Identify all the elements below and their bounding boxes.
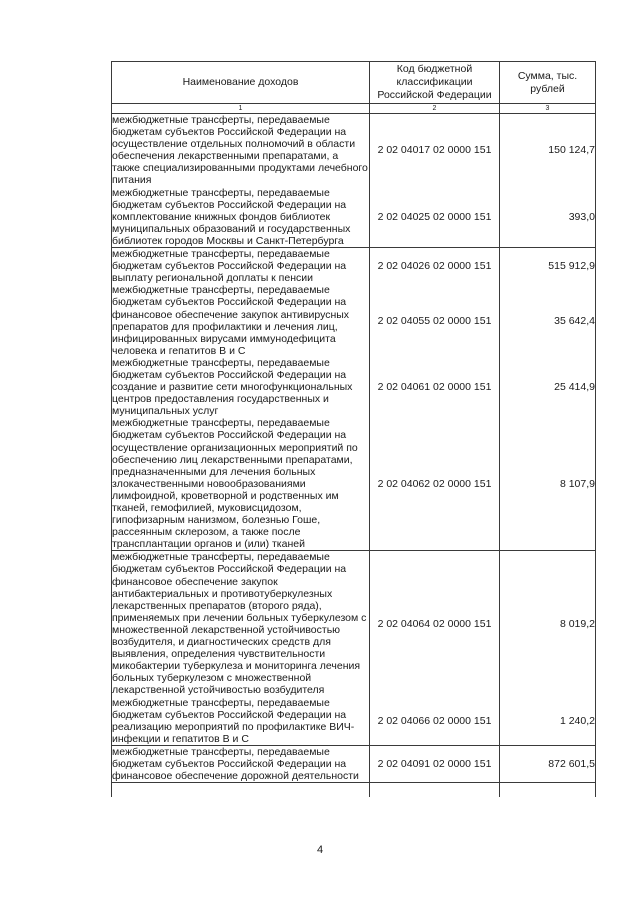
table-row [112,697,596,746]
table-row [112,551,596,697]
table-row [112,187,596,248]
income-name: межбюджетные трансферты, передаваемые бюджетам субъектов Российской Федерации на комплектование книжных фондов библиотек муниципальных образований и государственных библиотек городов Москвы и Санкт-Петербурга [112,187,370,248]
page-number: 4 [316,844,324,856]
budget-code: 2 02 04055 02 0000 151 [370,284,500,357]
budget-code: 2 02 04025 02 0000 151 [370,187,500,248]
sum-value: 25 414,9 [500,357,596,417]
column-number-1: 1 [112,104,370,114]
budget-income-table [111,61,596,797]
column-number-2: 2 [370,104,500,114]
budget-code: 2 02 04026 02 0000 151 [370,248,500,285]
income-name: межбюджетные трансферты, передаваемые бюджетам субъектов Российской Федерации на реализацию мероприятий по профилактике ВИЧ-инфекции и гепатитов В и С [112,697,370,746]
header-income-name: Наименование доходов [112,62,370,104]
income-name: межбюджетные трансферты, передаваемые бюджетам субъектов Российской Федерации на создание и развитие сети многофункциональных центров предоставления государственных и муниципальных услуг [112,357,370,417]
sum-value: 8 019,2 [500,551,596,697]
budget-code: 2 02 04017 02 0000 151 [370,114,500,187]
table-row [112,284,596,357]
sum-value: 150 124,7 [500,114,596,187]
budget-code: 2 02 04064 02 0000 151 [370,551,500,697]
sum-value: 8 107,9 [500,417,596,551]
table-row [112,417,596,551]
table-row [112,248,596,285]
income-name: межбюджетные трансферты, передаваемые бюджетам субъектов Российской Федерации на выплату региональной доплаты к пенсии [112,248,370,285]
income-name: межбюджетные трансферты, передаваемые бюджетам субъектов Российской Федерации на осуществление отдельных полномочий в области обеспечения лекарственными препаратами, а также специализированными продуктами лечебного питания [112,114,368,187]
budget-code: 2 02 04061 02 0000 151 [370,357,500,417]
sum-value: 393,0 [500,187,596,248]
income-name: межбюджетные трансферты, передаваемые бюджетам субъектов Российской Федерации на финансовое обеспечение дорожной деятельности [112,745,370,782]
sum-value: 35 642,4 [500,284,596,357]
income-name: межбюджетные трансферты, передаваемые бюджетам субъектов Российской Федерации на осуществление организационных мероприятий по обеспечению лиц лекарственными препаратами, предназначенными для лечения больных злокачественными новообразованиями лимфоидной, кроветворной и родственных им тканей, гемофилией, муковисцидозом, гипофизарным нанизмом, болезнью Гоше, рассеянным склерозом, а также после трансплантации органов и (или) тканей [112,417,370,551]
sum-value: 515 912,9 [500,248,596,285]
table-row [112,745,596,782]
header-budget-code: Код бюджетной классификации Российской Федерации [370,62,500,104]
table-row [112,114,596,187]
sum-value: 872 601,5 [500,745,596,782]
header-sum: Сумма, тыс. рублей [500,62,596,104]
table-continuation-row [112,783,596,798]
budget-code: 2 02 04062 02 0000 151 [370,417,500,551]
income-name: межбюджетные трансферты, передаваемые бюджетам субъектов Российской Федерации на финансовое обеспечение закупок антибактериальных и противотуберкулезных лекарственных препаратов (второго ряда), применяемых при лечении больных туберкулезом с множественной лекарственной устойчивостью возбудителя, и диагностических средств для выявления, определения чувствительности микобактерии туберкулеза и мониторинга лечения больных туберкулезом с множественной лекарственной устойчивостью возбудителя [112,551,370,697]
table-body [112,114,596,798]
column-number-3: 3 [500,104,596,114]
table-header [112,62,596,114]
budget-code: 2 02 04066 02 0000 151 [370,697,500,746]
budget-code: 2 02 04091 02 0000 151 [370,745,500,782]
sum-value: 1 240,2 [500,697,596,746]
table-row [112,357,596,417]
income-name: межбюджетные трансферты, передаваемые бюджетам субъектов Российской Федерации на финансовое обеспечение закупок антивирусных препаратов для профилактики и лечения лиц, инфицированных вирусами иммунодефицита человека и гепатитов В и С [112,284,370,357]
